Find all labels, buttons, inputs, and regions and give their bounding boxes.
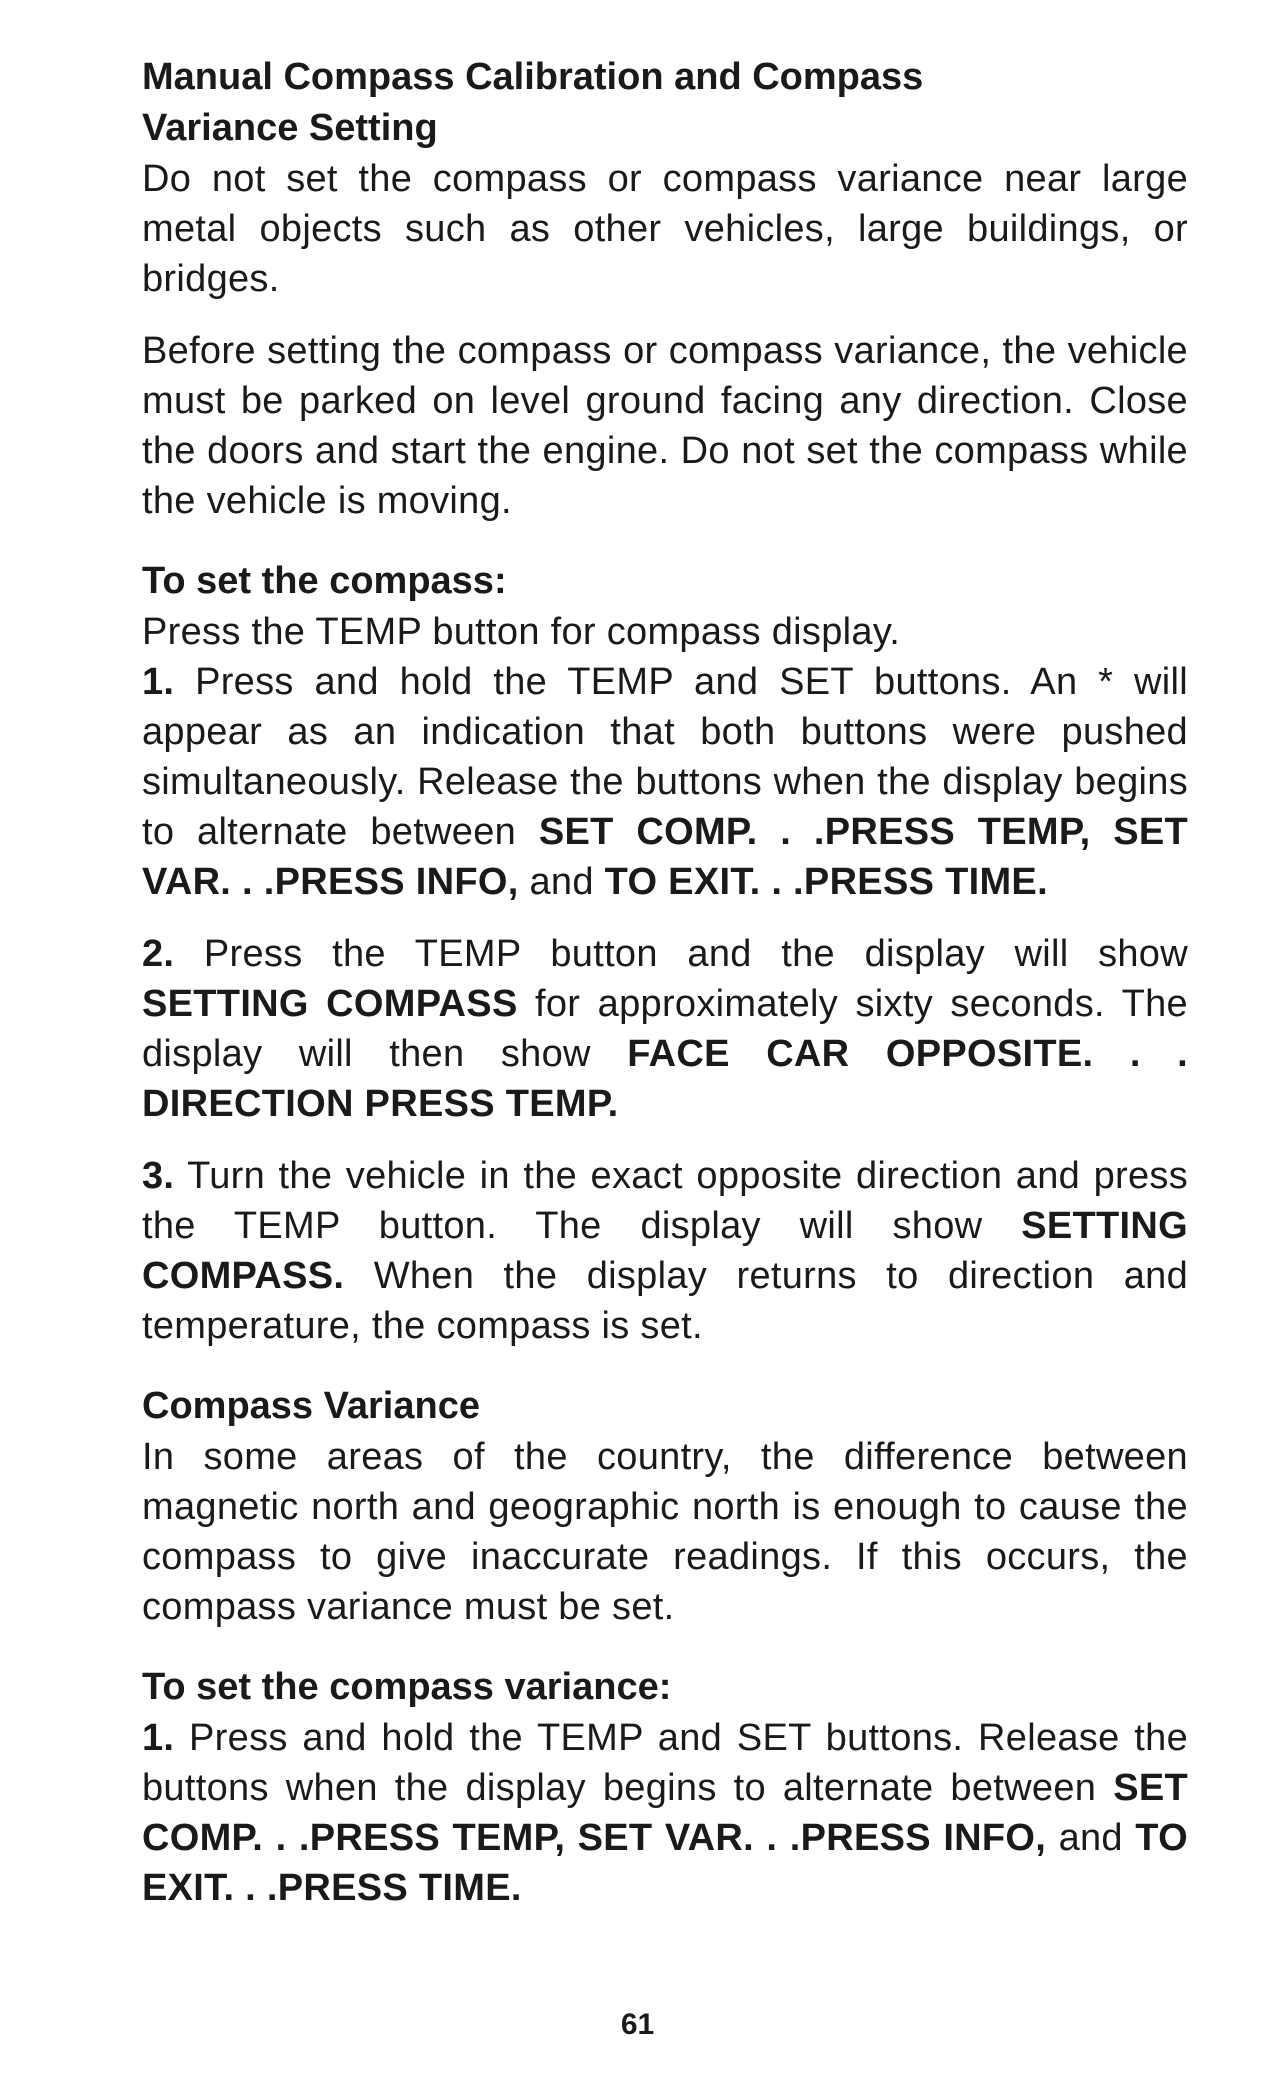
step-text: for approximately sixty seconds. The display will then show	[142, 983, 1188, 1075]
step-text: Press and hold the TEMP and SET buttons. Release the buttons when the display begins to alternate between	[142, 1717, 1188, 1809]
display-message: SETTING COMPASS	[142, 983, 518, 1025]
step-text: and	[518, 861, 605, 903]
set-compass-step-3	[142, 1151, 1188, 1351]
set-compass-lead: Press the TEMP button for compass display.	[142, 611, 901, 653]
step-number: 1.	[142, 1717, 175, 1759]
set-variance-step-1	[142, 1713, 1188, 1913]
display-message: SET COMP. . .PRESS TEMP, SET VAR. . .PRESS INFO,	[142, 811, 1188, 903]
section-title	[142, 52, 1188, 154]
set-compass-step-2	[142, 929, 1188, 1129]
set-compass-heading: To set the compass:	[142, 560, 507, 602]
step-number: 2.	[142, 933, 175, 975]
set-compass-step-1	[142, 657, 1188, 907]
step-text: Turn the vehicle in the exact opposite direction and press the TEMP button. The display will show	[142, 1155, 1189, 1247]
section-title-line-1: Manual Compass Calibration and Compass	[142, 56, 924, 98]
compass-variance-text: In some areas of the country, the difference between magnetic north and geographic north is enough to cause the compass to give inaccurate readings. If this occurs, the compass variance must be set.	[142, 1436, 1188, 1628]
intro-paragraph-1: Do not set the compass or compass variance near large metal objects such as other vehicles, large buildings, or bridges.	[142, 158, 1188, 300]
step-text: and	[1046, 1817, 1136, 1859]
display-message: TO EXIT. . .PRESS TIME.	[142, 1817, 1188, 1909]
display-message: FACE CAR OPPOSITE. . . DIRECTION PRESS TEMP.	[142, 1033, 1188, 1125]
step-text: Press and hold the TEMP and SET buttons. An * will appear as an indication that both buttons were pushed simultaneously. Release the buttons when the display begins to alternate between	[142, 661, 1188, 853]
step-number: 1.	[142, 661, 175, 703]
step-text: When the display returns to direction and temperature, the compass is set.	[142, 1255, 1188, 1347]
section-title-line-2: Variance Setting	[142, 107, 438, 149]
intro-paragraph-2: Before setting the compass or compass variance, the vehicle must be parked on level ground facing any direction. Close the doors and start the engine. Do not set the compass while the vehicle is moving.	[142, 330, 1188, 522]
manual-page	[142, 52, 1188, 1935]
set-variance-heading: To set the compass variance:	[142, 1666, 672, 1708]
page-number: 61	[620, 2008, 655, 2041]
display-message: SETTING COMPASS.	[142, 1205, 1188, 1297]
display-message: TO EXIT. . .PRESS TIME.	[604, 861, 1048, 903]
display-message: SET COMP. . .PRESS TEMP, SET VAR. . .PRESS INFO,	[142, 1767, 1188, 1859]
step-text: Press the TEMP button and the display will show	[203, 933, 1188, 975]
step-number: 3.	[142, 1155, 175, 1197]
compass-variance-heading: Compass Variance	[142, 1385, 480, 1427]
